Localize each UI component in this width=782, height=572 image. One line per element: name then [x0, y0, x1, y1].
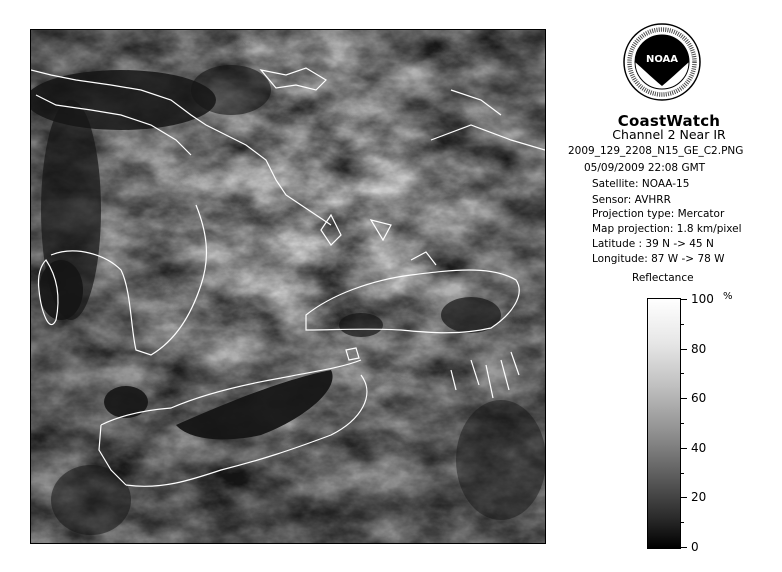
sensor-label: Sensor: AVHRR: [592, 194, 671, 206]
colorbar-tick-label: 0: [691, 540, 699, 554]
colorbar-tick-label: 20: [691, 490, 707, 504]
map-projection-label: Map projection: 1.8 km/pixel: [592, 223, 742, 235]
colorbar-tick: [681, 497, 687, 498]
datetime-label: 05/09/2009 22:08 GMT: [584, 162, 706, 174]
colorbar-tick-label: 100: [691, 292, 714, 306]
svg-text:NOAA: NOAA: [645, 54, 679, 65]
colorbar-title: Reflectance: [632, 272, 694, 284]
colorbar-minor-tick: [681, 522, 684, 523]
brand-title: CoastWatch: [617, 112, 721, 130]
colorbar-minor-tick: [681, 373, 684, 374]
projection-type-label: Projection type: Mercator: [592, 208, 725, 220]
colorbar-minor-tick: [681, 423, 684, 424]
satellite-image-canvas: [31, 30, 545, 543]
colorbar-tick: [681, 299, 687, 300]
colorbar-tick-label: 60: [691, 391, 707, 405]
longitude-label: Longitude: 87 W -> 78 W: [592, 253, 725, 265]
satellite-image: [30, 29, 546, 544]
colorbar-tick: [681, 349, 687, 350]
colorbar-tick: [681, 398, 687, 399]
colorbar-minor-tick: [681, 324, 684, 325]
colorbar-tick: [681, 448, 687, 449]
latitude-label: Latitude : 39 N -> 45 N: [592, 238, 714, 250]
colorbar-tick-label: 40: [691, 441, 707, 455]
colorbar: [647, 298, 681, 549]
colorbar-tick-label: 80: [691, 342, 707, 356]
colorbar-unit: %: [723, 291, 733, 302]
satellite-label: Satellite: NOAA-15: [592, 178, 690, 190]
filename-label: 2009_129_2208_N15_GE_C2.PNG: [568, 145, 744, 157]
colorbar-tick: [681, 547, 687, 548]
colorbar-minor-tick: [681, 473, 684, 474]
channel-label: Channel 2 Near IR: [612, 127, 726, 142]
noaa-logo: [622, 22, 702, 102]
